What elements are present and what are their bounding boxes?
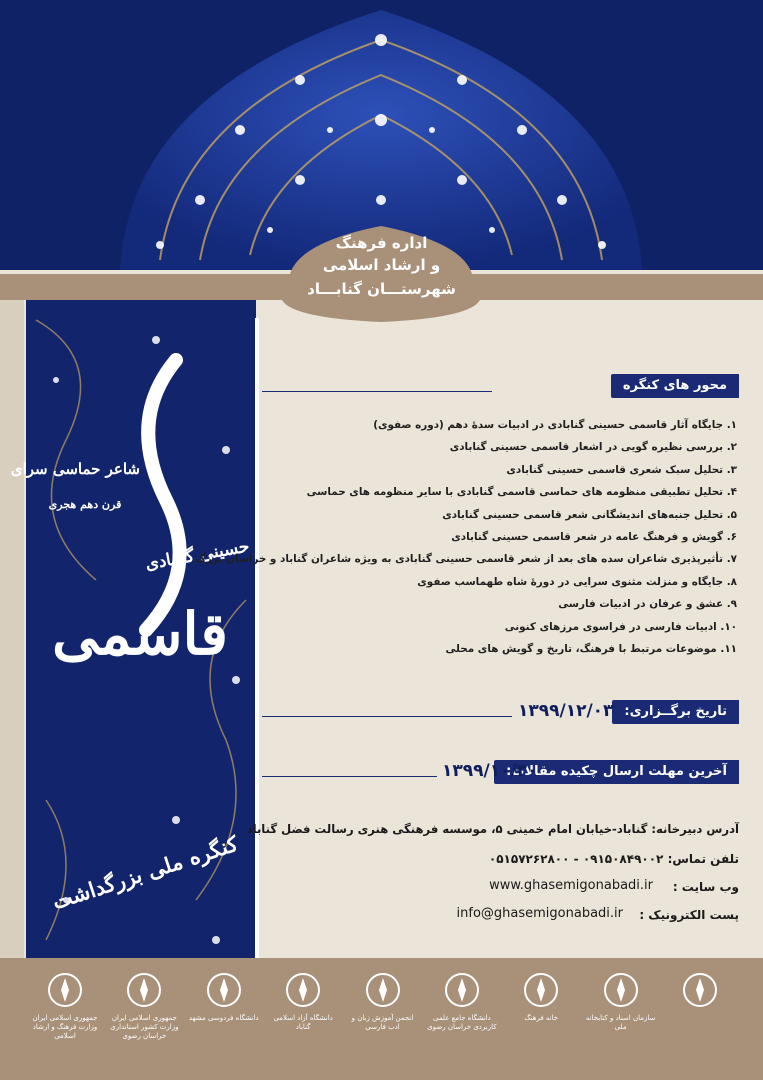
left-border [0, 300, 24, 960]
topic-item: ۷. تأثیرپذیری شاعران سده های بعد از شعر قاسمی حسینی گنابادی به ویژه شاعران گناباد و خراسان بزرگ [195, 553, 737, 566]
sponsor-logo [665, 962, 735, 1074]
event-label: تاریخ برگــزاری: [612, 700, 739, 724]
website-label: وب سایت : [672, 880, 739, 894]
divider-line [255, 318, 259, 958]
sponsor-logo [427, 962, 497, 1074]
sponsor-logo [586, 962, 656, 1074]
iran-emblem-icon [45, 970, 85, 1010]
topic-item: ۱۱. موضوعات مرتبط با فرهنگ، تاریخ و گویش های محلی [445, 643, 737, 656]
sponsor-caption: خانه فرهنگ [524, 1014, 559, 1022]
place-name: حسینی گنابادی [143, 536, 251, 575]
sponsor-logo [268, 962, 338, 1074]
poet-name: قاسمی [52, 600, 228, 668]
sponsor-logo [109, 962, 179, 1074]
century-label: قرن دهم هجری [48, 498, 122, 511]
event-rule [262, 716, 512, 717]
sponsor-logo [30, 962, 100, 1074]
topic-item: ۴. تحلیل تطبیقی منظومه های حماسی قاسمی گنابادی با سایر منظومه های حماسی [306, 486, 737, 499]
pillars-logo-icon [442, 970, 482, 1010]
topic-item: ۲. بررسی نظیره گویی در اشعار قاسمی حسینی گنابادی [449, 441, 737, 454]
congress-title: کنگره ملی بزرگداشت [49, 830, 241, 915]
stamp-logo-icon [680, 970, 720, 1010]
sponsor-logo [348, 962, 418, 1074]
iran-emblem-icon [124, 970, 164, 1010]
seal-logo-icon [601, 970, 641, 1010]
topic-item: ۱۰. ادبیات فارسی در فراسوی مرزهای کنونی [504, 620, 737, 633]
deadline-rule [262, 776, 437, 777]
society-logo-icon [363, 970, 403, 1010]
sponsor-caption: سازمان اسناد و کتابخانه ملی [585, 1014, 656, 1031]
sponsor-caption: دانشگاه جامع علمی کاربردی خراسان رضوی [427, 1014, 497, 1031]
topic-item: ۵. تحلیل جنبه‌های اندیشگانی شعر قاسمی حسینی گنابادی [442, 508, 737, 521]
topics-list [195, 414, 737, 660]
topic-item: ۸. جایگاه و منزلت مثنوی سرایی در دورۀ شاه طهماسب صفوی [417, 575, 737, 588]
university-logo-icon [204, 970, 244, 1010]
address-text: آدرس دبیرخانه: گناباد-خیابان امام خمینی ۵، موسسه فرهنگی هنری رسالت فضل گناباد [246, 822, 739, 836]
event-date: ۱۳۹۹/۱۲/۰۳ [518, 701, 614, 721]
topic-item: ۳. تحلیل سبک شعری قاسمی حسینی گنابادی [506, 463, 737, 476]
organizer-line-2: و ارشاد اسلامی [322, 256, 441, 274]
poet-title: شاعر حماسی سرای [10, 460, 140, 478]
sponsor-caption: دانشگاه آزاد اسلامی گناباد [273, 1014, 333, 1031]
sponsor-logos [30, 962, 735, 1074]
topic-item: ۹. عشق و عرفان در ادبیات فارسی [558, 598, 737, 611]
sponsor-caption: انجمن آموزش زبان و ادب فارسی [351, 1014, 414, 1031]
topic-item: ۱. جایگاه آثار قاسمی حسینی گنابادی در ادبیات سدۀ دهم (دوره صفوی) [373, 419, 737, 431]
sponsor-logo [189, 962, 259, 1074]
sponsor-caption: جمهوری اسلامی ایران وزارت فرهنگ و ارشاد اسلامی [32, 1014, 98, 1040]
organizer-line-3: شهرستـــان گنابـــاد [307, 280, 456, 298]
tower-logo-icon [283, 970, 323, 1010]
phone-text: تلفن تماس: ۰۹۱۵۰۸۴۹۰۰۲ - ۰۵۱۵۷۲۶۲۸۰۰ [488, 852, 739, 866]
organizer-line-1: اداره فرهنگ [335, 234, 428, 252]
topics-heading: محور های کنگره [611, 374, 739, 398]
topic-item: ۶. گویش و فرهنگ عامه در شعر قاسمی حسینی گنابادی [451, 531, 737, 544]
diamond-logo-icon [521, 970, 561, 1010]
email-link[interactable]: info@ghasemigonabadi.ir [456, 906, 623, 921]
deadline-date: ۱۳۹۹/۱۰/۳۰ [442, 761, 538, 781]
sponsor-caption: جمهوری اسلامی ایران وزارت کشور استانداری خراسان رضوی [110, 1014, 179, 1040]
sponsor-caption: دانشگاه فردوسی مشهد [188, 1014, 259, 1022]
deadline-label: آخرین مهلت ارسال چکیده مقالات: [494, 760, 739, 784]
email-label: پست الکترونیک : [639, 908, 739, 922]
sponsor-logo [506, 962, 576, 1074]
website-link[interactable]: www.ghasemigonabadi.ir [489, 878, 653, 893]
heading-rule [262, 391, 492, 392]
